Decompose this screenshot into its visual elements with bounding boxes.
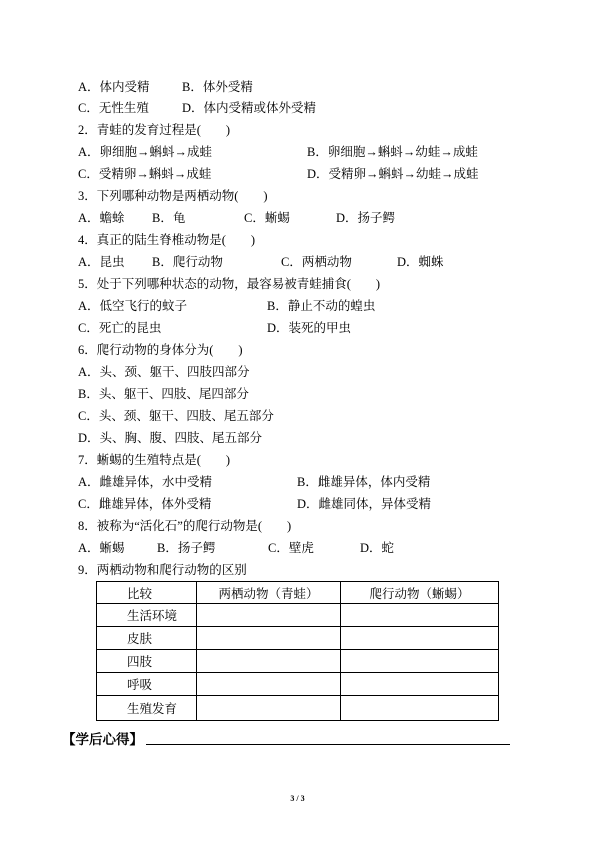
q7-option-b: B．雌雄异体，体内受精 [297,475,431,489]
q1-option-a: A．体内受精 [78,80,150,94]
q3-option-d: D．扬子鳄 [336,211,396,225]
reflection-writing-line [146,744,510,745]
q2-option-d: D．受精卵→蝌蚪→幼蛙→成蛙 [307,167,479,181]
q6-stem: 6．爬行动物的身体分为( ) [78,343,243,357]
q5-option-b: B．静止不动的蝗虫 [267,299,376,313]
q2-stem: 2．青蛙的发育过程是( ) [78,123,231,137]
q5-option-a: A．低空飞行的蚊子 [78,299,188,313]
table-header-compare: 比较 [97,582,197,604]
row-label-habitat: 生活环境 [97,604,197,627]
table-header-reptile: 爬行动物（蜥蜴） [341,582,499,604]
q7-option-d: D．雌雄同体，异体受精 [297,497,432,511]
q7-option-a: A．雌雄异体，水中受精 [78,475,213,489]
q6-option-b: B．头、躯干、四肢、尾四部分 [78,387,249,401]
blank-cell [341,627,499,650]
blank-cell [197,696,341,721]
table-row [97,604,499,627]
blank-cell [341,696,499,721]
q7-option-c: C．雌雄异体，体外受精 [78,497,212,511]
q9-stem: 9．两栖动物和爬行动物的区别 [78,563,247,577]
q4-option-a: A．昆虫 [78,255,125,269]
q5-option-c: C．死亡的昆虫 [78,321,162,335]
blank-cell [197,627,341,650]
q4-option-d: D．蜘蛛 [397,255,444,269]
q4-stem: 4．真正的陆生脊椎动物是( ) [78,233,256,247]
q6-option-d: D．头、胸、腹、四肢、尾五部分 [78,431,263,445]
row-label-respiration: 呼吸 [97,673,197,696]
table-header-amphibian: 两栖动物（青蛙） [197,582,341,604]
q1-option-d: D．体内受精或体外受精 [182,101,317,115]
blank-cell [341,650,499,673]
comparison-table [96,581,499,721]
table-row [97,627,499,650]
q3-option-c: C．蜥蜴 [244,211,290,225]
q1-option-b: B．体外受精 [182,80,253,94]
q8-option-a: A．蜥蜴 [78,541,125,555]
blank-cell [341,673,499,696]
q8-option-d: D．蛇 [360,541,395,555]
blank-cell [197,650,341,673]
table-row [97,673,499,696]
q7-stem: 7．蜥蜴的生殖特点是( ) [78,453,231,467]
reflection-label: 【学后心得】 [62,732,143,747]
row-label-limbs: 四肢 [97,650,197,673]
q1-option-c: C．无性生殖 [78,101,149,115]
q2-option-a: A．卵细胞→蝌蚪→成蛙 [78,145,213,159]
q4-option-b: B．爬行动物 [152,255,223,269]
blank-cell [197,604,341,627]
q4-option-c: C．两栖动物 [281,255,352,269]
q5-stem: 5．处于下列哪种状态的动物，最容易被青蛙捕食( ) [78,277,381,291]
q3-stem: 3．下列哪种动物是两栖动物( ) [78,189,268,203]
q5-option-d: D．装死的甲虫 [267,321,352,335]
q6-option-c: C．头、颈、躯干、四肢、尾五部分 [78,409,274,423]
q8-option-b: B．扬子鳄 [157,541,216,555]
blank-cell [341,604,499,627]
page-number: 3 / 3 [290,794,305,803]
q8-option-c: C．壁虎 [268,541,314,555]
row-label-reproduction: 生殖发育 [97,696,197,721]
q3-option-b: B．龟 [152,211,186,225]
q3-option-a: A．蟾蜍 [78,211,125,225]
q8-stem: 8．被称为“活化石”的爬行动物是( ) [78,519,292,533]
row-label-skin: 皮肤 [97,627,197,650]
table-row [97,650,499,673]
q2-option-c: C．受精卵→蝌蚪→成蛙 [78,167,212,181]
q6-option-a: A．头、颈、躯干、四肢四部分 [78,365,250,379]
q2-option-b: B．卵细胞→蝌蚪→幼蛙→成蛙 [307,145,478,159]
blank-cell [197,673,341,696]
table-header-row [97,582,499,604]
table-row [97,696,499,721]
